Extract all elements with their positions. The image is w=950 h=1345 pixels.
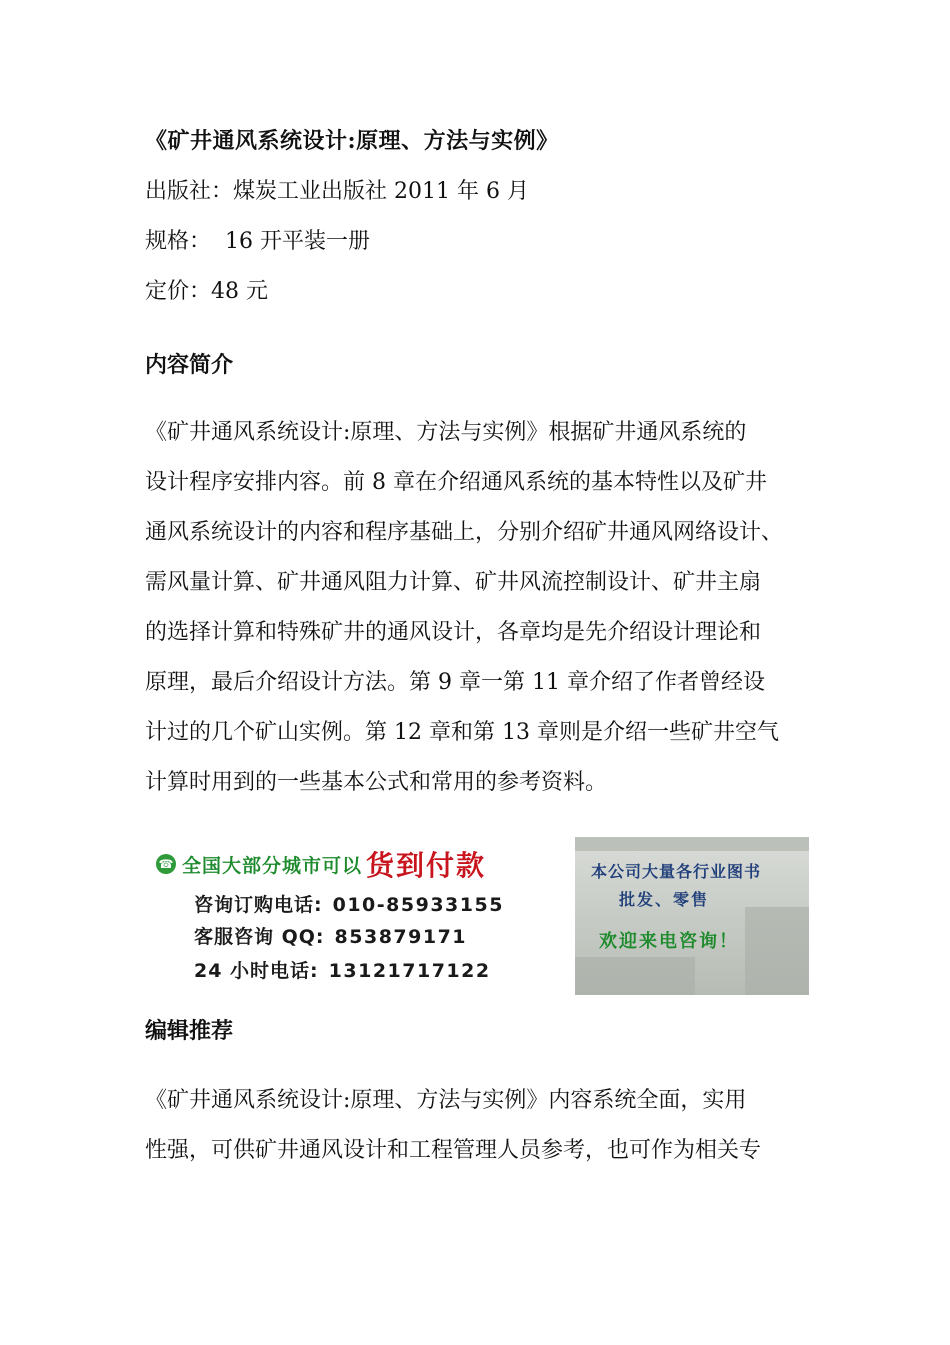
editor-heading: 编辑推荐 [145, 1018, 234, 1044]
cod-row [156, 844, 486, 884]
spec-label: 规格： [145, 229, 212, 254]
editor-paragraph [145, 1076, 825, 1176]
book-title: 《矿井通风系统设计:原理、方法与实例》 [145, 128, 559, 154]
intro-paragraph [145, 408, 825, 808]
intro-line: 的选择计算和特殊矿井的通风设计，各章均是先介绍设计理论和 [145, 620, 762, 645]
qq-label: 客服咨询 QQ: [194, 926, 325, 948]
wholesale-line2: 批发、零售 [619, 890, 710, 909]
price-label: 定价： [145, 279, 212, 304]
wholesale-line3: 欢迎来电咨询！ [599, 931, 739, 952]
shelf-decoration [575, 957, 695, 995]
intro-line: 计过的几个矿山实例。第 12 章和第 13 章则是介绍一些矿井空气 [145, 720, 779, 745]
spec-value: 16 开平装一册 [225, 229, 371, 254]
shelf-decoration [575, 837, 809, 851]
price-value: 48 元 [211, 279, 269, 304]
hotline-row [194, 956, 491, 983]
order-banner [150, 836, 550, 996]
wholesale-line1: 本公司大量各行业图书 [591, 862, 762, 881]
order-phone-value: 010-85933155 [332, 894, 504, 916]
shelf-decoration [745, 907, 809, 995]
spec-line [145, 224, 370, 255]
intro-line: 设计程序安排内容。前 8 章在介绍通风系统的基本特性以及矿井 [145, 470, 767, 495]
editor-line: 《矿井通风系统设计:原理、方法与实例》内容系统全面，实用 [145, 1088, 747, 1113]
cod-prefix: 全国大部分城市可以 [182, 854, 363, 877]
phone-icon: ☎ [156, 854, 176, 874]
cod-highlight: 货到付款 [366, 849, 487, 882]
editor-line: 性强，可供矿井通风设计和工程管理人员参考，也可作为相关专 [145, 1138, 762, 1163]
wholesale-banner [575, 837, 809, 995]
hotline-value: 13121717122 [328, 960, 491, 982]
publisher-line [145, 174, 529, 205]
intro-line: 原理，最后介绍设计方法。第 9 章一第 11 章介绍了作者曾经设 [145, 670, 765, 695]
publisher-value: 煤炭工业出版社 2011 年 6 月 [233, 179, 529, 204]
intro-line: 通风系统设计的内容和程序基础上，分别介绍矿井通风网络设计、 [145, 520, 784, 545]
intro-line: 计算时用到的一些基本公式和常用的参考资料。 [145, 770, 608, 795]
price-line [145, 274, 268, 305]
order-phone-row [194, 890, 504, 917]
publisher-label: 出版社： [145, 179, 234, 204]
qq-value: 853879171 [334, 926, 468, 948]
intro-line: 需风量计算、矿井通风阻力计算、矿井风流控制设计、矿井主扇 [145, 570, 762, 595]
order-phone-label: 咨询订购电话: [194, 894, 323, 916]
intro-line: 《矿井通风系统设计:原理、方法与实例》根据矿井通风系统的 [145, 420, 747, 445]
intro-heading: 内容简介 [145, 352, 234, 378]
qq-row [194, 922, 467, 949]
hotline-label: 24 小时电话: [194, 960, 319, 982]
